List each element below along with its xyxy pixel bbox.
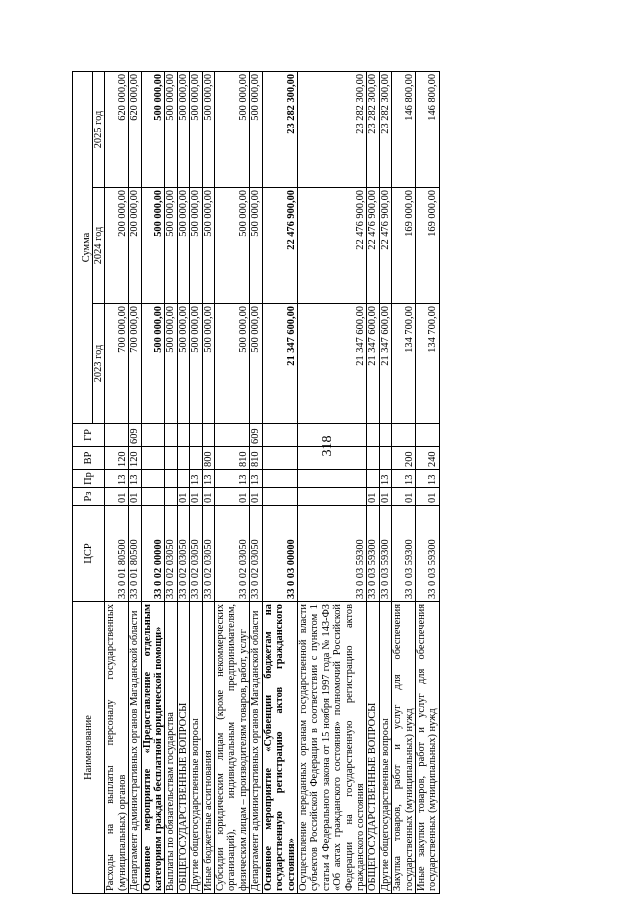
row-csr: 33 0 03 59300: [367, 506, 379, 602]
row-csr: 33 0 02 03050: [202, 506, 214, 602]
row-rz: 01: [202, 488, 214, 506]
row-csr: 33 0 02 00000: [141, 506, 165, 602]
row-amount-2025: 620 000,00: [129, 71, 141, 187]
header-year-2024: 2024 год: [93, 188, 105, 304]
row-name: Иные бюджетные ассигнования: [202, 602, 214, 894]
row-vr: [262, 447, 297, 470]
header-gr: ГР: [73, 424, 105, 447]
row-amount-2023: 700 000,00: [105, 304, 129, 424]
row-vr: [141, 447, 165, 470]
row-amount-2023: 21 347 600,00: [367, 304, 379, 424]
row-rz: [141, 488, 165, 506]
row-amount-2025: 500 000,00: [165, 71, 177, 187]
row-rz: 01: [215, 488, 250, 506]
row-vr: 810: [250, 447, 262, 470]
row-csr: 33 0 02 03050: [177, 506, 189, 602]
header-sum: Сумма: [81, 71, 93, 423]
row-rz: 01: [190, 488, 202, 506]
row-gr: [165, 424, 177, 447]
row-pr: [297, 470, 366, 488]
row-pr: [165, 470, 177, 488]
row-amount-2024: 500 000,00: [165, 188, 177, 304]
row-amount-2023: 700 000,00: [129, 304, 141, 424]
row-gr: [177, 424, 189, 447]
row-name: Департамент административных органов Магаданской области: [129, 602, 141, 894]
row-vr: [177, 447, 189, 470]
row-name: Осуществление переданных органам государственной власти субъектов Российской Федерации в соответствии с пунктом 1 статьи 4 Федерального закона от 15 ноября 1997 года № 143-ФЗ «Об актах гражданского состояния» полномочий Российской Федерации на государственную регистрацию актов гражданского состояния: [297, 602, 366, 894]
row-amount-2025: 500 000,00: [250, 71, 262, 187]
header-year-2023: 2023 год: [93, 304, 105, 424]
row-rz: [165, 488, 177, 506]
row-amount-2023: 134 700,00: [392, 304, 416, 424]
row-name: Другие общегосударственные вопросы: [379, 602, 391, 894]
row-amount-2024: 22 476 900,00: [297, 188, 366, 304]
row-gr: [392, 424, 416, 447]
table-row: [367, 71, 379, 893]
table-row: [105, 71, 129, 893]
row-amount-2023: 21 347 600,00: [297, 304, 366, 424]
row-csr: 33 0 02 03050: [250, 506, 262, 602]
table-row: [262, 71, 297, 893]
row-name: Иные закупки товаров, работ и услуг для обеспечения государственных (муниципальных) нужд: [415, 602, 439, 894]
row-gr: [215, 424, 250, 447]
row-name: Субсидии юридическим лицам (кроме некоммерческих организаций), индивидуальным предпринимателям, физическим лицам – производителям товаров, работ, услуг: [215, 602, 250, 894]
row-amount-2025: 500 000,00: [202, 71, 214, 187]
row-amount-2024: 22 476 900,00: [262, 188, 297, 304]
row-amount-2025: 620 000,00: [105, 71, 129, 187]
row-vr: [165, 447, 177, 470]
row-gr: 609: [250, 424, 262, 447]
table-row: [215, 71, 250, 893]
row-name: Основное мероприятие «Субвенции бюджетам на государственную регистрацию актов гражданского состояния»: [262, 602, 297, 894]
table-body: [105, 71, 439, 893]
table-row: [141, 71, 165, 893]
row-name: Выплаты по обязательствам государства: [165, 602, 177, 894]
row-amount-2024: 500 000,00: [202, 188, 214, 304]
row-rz: 01: [367, 488, 379, 506]
row-name: Расходы на выплаты персоналу государственных (муниципальных) органов: [105, 602, 129, 894]
row-pr: 13: [202, 470, 214, 488]
row-gr: [262, 424, 297, 447]
row-amount-2023: 500 000,00: [190, 304, 202, 424]
row-vr: 800: [202, 447, 214, 470]
row-csr: 33 0 03 59300: [297, 506, 366, 602]
row-amount-2025: 23 282 300,00: [367, 71, 379, 187]
row-amount-2024: 169 000,00: [392, 188, 416, 304]
row-amount-2024: 500 000,00: [177, 188, 189, 304]
header-name: Наименование: [73, 602, 105, 894]
row-vr: [190, 447, 202, 470]
row-vr: 200: [392, 447, 416, 470]
row-name: ОБЩЕГОСУДАРСТВЕННЫЕ ВОПРОСЫ: [177, 602, 189, 894]
row-amount-2023: 500 000,00: [250, 304, 262, 424]
row-gr: [190, 424, 202, 447]
row-vr: 120: [105, 447, 129, 470]
header-top-spacer: [73, 71, 81, 423]
row-rz: [297, 488, 366, 506]
table-row: [392, 71, 416, 893]
row-gr: [415, 424, 439, 447]
row-rz: 01: [392, 488, 416, 506]
row-csr: 33 0 03 59300: [379, 506, 391, 602]
row-amount-2023: 500 000,00: [165, 304, 177, 424]
row-vr: [297, 447, 366, 470]
row-pr: 13: [415, 470, 439, 488]
row-csr: 33 0 03 59300: [415, 506, 439, 602]
row-amount-2023: 21 347 600,00: [379, 304, 391, 424]
row-vr: [379, 447, 391, 470]
table-row: [190, 71, 202, 893]
row-rz: 01: [129, 488, 141, 506]
row-amount-2023: 500 000,00: [141, 304, 165, 424]
header-rz: Рз: [73, 488, 105, 506]
row-amount-2023: 500 000,00: [202, 304, 214, 424]
row-amount-2025: 23 282 300,00: [379, 71, 391, 187]
row-gr: [379, 424, 391, 447]
page-number: 318: [320, 435, 335, 457]
row-amount-2023: 500 000,00: [177, 304, 189, 424]
table-row: [297, 71, 366, 893]
row-rz: [262, 488, 297, 506]
row-amount-2024: 22 476 900,00: [379, 188, 391, 304]
row-gr: [202, 424, 214, 447]
row-csr: 33 0 02 03050: [215, 506, 250, 602]
row-amount-2023: 500 000,00: [215, 304, 250, 424]
row-pr: [141, 470, 165, 488]
row-vr: [367, 447, 379, 470]
header-year-2025: 2025 год: [93, 71, 105, 187]
row-pr: [367, 470, 379, 488]
row-amount-2025: 500 000,00: [141, 71, 165, 187]
row-csr: 33 0 02 03050: [190, 506, 202, 602]
row-pr: 13: [379, 470, 391, 488]
row-amount-2024: 22 476 900,00: [367, 188, 379, 304]
row-csr: 33 0 03 00000: [262, 506, 297, 602]
row-pr: 13: [250, 470, 262, 488]
row-amount-2023: 21 347 600,00: [262, 304, 297, 424]
row-rz: 01: [177, 488, 189, 506]
row-amount-2024: 200 000,00: [129, 188, 141, 304]
row-csr: 33 0 03 59300: [392, 506, 416, 602]
table-row: [129, 71, 141, 893]
row-pr: [262, 470, 297, 488]
table-row: [165, 71, 177, 893]
row-amount-2025: 500 000,00: [190, 71, 202, 187]
row-amount-2024: 200 000,00: [105, 188, 129, 304]
row-name: Закупка товаров, работ и услуг для обеспечения государственных (муниципальных) нужд: [392, 602, 416, 894]
row-gr: [105, 424, 129, 447]
table-row: [379, 71, 391, 893]
row-pr: 13: [190, 470, 202, 488]
row-amount-2025: 23 282 300,00: [297, 71, 366, 187]
row-vr: 810: [215, 447, 250, 470]
row-name: Другие общегосударственные вопросы: [190, 602, 202, 894]
row-csr: 33 0 01 80500: [129, 506, 141, 602]
row-amount-2025: 500 000,00: [215, 71, 250, 187]
row-rz: 01: [250, 488, 262, 506]
row-rz: 01: [105, 488, 129, 506]
row-gr: [141, 424, 165, 447]
row-gr: 609: [129, 424, 141, 447]
header-vr: ВР: [73, 447, 105, 470]
row-vr: 120: [129, 447, 141, 470]
row-amount-2024: 169 000,00: [415, 188, 439, 304]
budget-table: [72, 71, 440, 894]
row-name: Основное мероприятие «Предоставление отдельным категориям граждан бесплатной юридической помощи»: [141, 602, 165, 894]
row-csr: 33 0 02 03050: [165, 506, 177, 602]
row-amount-2025: 146 800,00: [392, 71, 416, 187]
row-pr: 13: [129, 470, 141, 488]
row-pr: 13: [105, 470, 129, 488]
header-pr: Пр: [73, 470, 105, 488]
row-vr: 240: [415, 447, 439, 470]
row-amount-2024: 500 000,00: [141, 188, 165, 304]
rotated-table-container: [72, 72, 582, 894]
row-name: Департамент административных органов Магаданской области: [250, 602, 262, 894]
row-amount-2024: 500 000,00: [190, 188, 202, 304]
table-row: [250, 71, 262, 893]
table-row: [177, 71, 189, 893]
row-amount-2025: 146 800,00: [415, 71, 439, 187]
row-gr: [297, 424, 366, 447]
table-row: [202, 71, 214, 893]
row-rz: 01: [379, 488, 391, 506]
row-pr: 13: [215, 470, 250, 488]
row-pr: [177, 470, 189, 488]
row-amount-2024: 500 000,00: [215, 188, 250, 304]
row-pr: 13: [392, 470, 416, 488]
row-amount-2025: 23 282 300,00: [262, 71, 297, 187]
table-row: [415, 71, 439, 893]
row-amount-2025: 500 000,00: [177, 71, 189, 187]
row-rz: 01: [415, 488, 439, 506]
header-csr: ЦСР: [73, 506, 105, 602]
row-amount-2023: 134 700,00: [415, 304, 439, 424]
row-gr: [367, 424, 379, 447]
row-amount-2024: 500 000,00: [250, 188, 262, 304]
row-csr: 33 0 01 80500: [105, 506, 129, 602]
row-name: ОБЩЕГОСУДАРСТВЕННЫЕ ВОПРОСЫ: [367, 602, 379, 894]
